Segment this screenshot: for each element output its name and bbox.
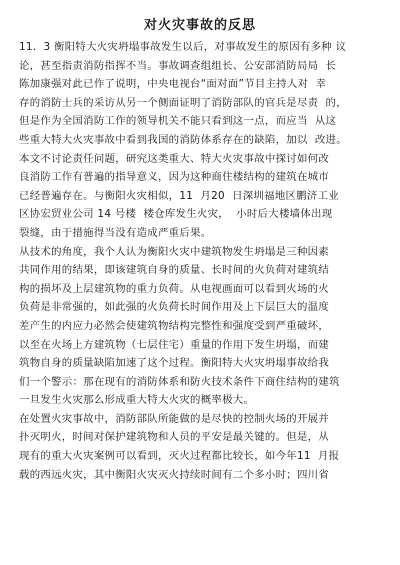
text-line: 陈加康强对此已作了说明，中央电视台“面对面”节目主持人对 幸 [19,78,327,91]
text-line: 构的损坏及上层建筑物的重力负荷。从电视画面可以看到火场的火 [19,282,330,295]
document-title: 对火灾事故的反思 [143,18,256,33]
text-line: 以至在火场上方建筑物（七层住宅）重量的作用下发生坍塌，而建 [19,338,330,351]
text-line: 一旦发生火灾那么形成重大特大火灾的概率极大。 [19,394,255,407]
text-line: 些重大特大火灾事故中看到我国的消防体系存在的缺陷，加以 改进。 [19,133,347,146]
text-line: 已经普遍存在。与衡阳火灾相似，11 月20 日深圳福地区鹏济工业 [19,189,340,202]
text-line: 现有的重大火灾案例可以看到，灭火过程都比较长，如今年11 月报 [19,450,340,463]
text-line: 11．3 衡阳特大火灾坍塌事故发生以后，对事故发生的原因有多种 议 [19,41,347,53]
text-line: 负荷是非常强的，如此强的火负荷长时间作用及上下层巨大的温度 [19,301,330,314]
text-line: 载的西远火灾，其中衡阳火灾灭火持续时间有二个多小时；四川省 [19,468,330,481]
text-line: 裂缝，由于措施得当没有造成严重后果。 [19,226,212,239]
text-line: 差产生的内应力必然会使建筑物结构完整性和强度受到严重破坏， [19,319,330,332]
text-line: 在处置火灾事故中，消防部队所能做的是尽快的控制火场的开展并 [19,412,330,425]
text-line: 筑物自身的质量缺陷加速了这个过程。衡阳特大火灾坍塌事故给我 [19,357,330,370]
text-line: 本文不讨论责任问题，研究这类重大、特大火灾事故中探讨如何改 [19,152,330,165]
text-line: 从技术的角度，我个人认为衡阳火灾中建筑物发生坍塌是三种因素 [19,245,330,258]
text-line: 存的消防士兵的采访从另一个侧面证明了消防部队的官兵是尽责 的， [19,96,347,109]
text-line: 良消防工作有普遍的指导意义，因为这种商住楼结构的建筑在城市 [19,171,330,184]
text-line: 但是作为全国消防工作的领导机关不能只看到这一点，而应当 从这 [19,115,337,128]
document-body [19,38,383,484]
text-line: 共同作用的结果，即该建筑自身的质量、长时间的火负荷对建筑结 [19,264,330,277]
text-line: 扑灭明火，时间对保护建筑物和人员的平安是最关键的。但是，从 [19,431,330,444]
text-line: 区协宏贸业公司 14 号楼 楼仓库发生火灾， 小时后大楼墙体出现 [19,208,333,221]
text-line: 论，甚至指责消防指挥不当。事故调查组组长、公安部消防局局 长 [19,59,337,72]
text-line: 们一个警示：那在现有的消防体系和防火技术条件下商住结构的建筑 [19,375,340,388]
